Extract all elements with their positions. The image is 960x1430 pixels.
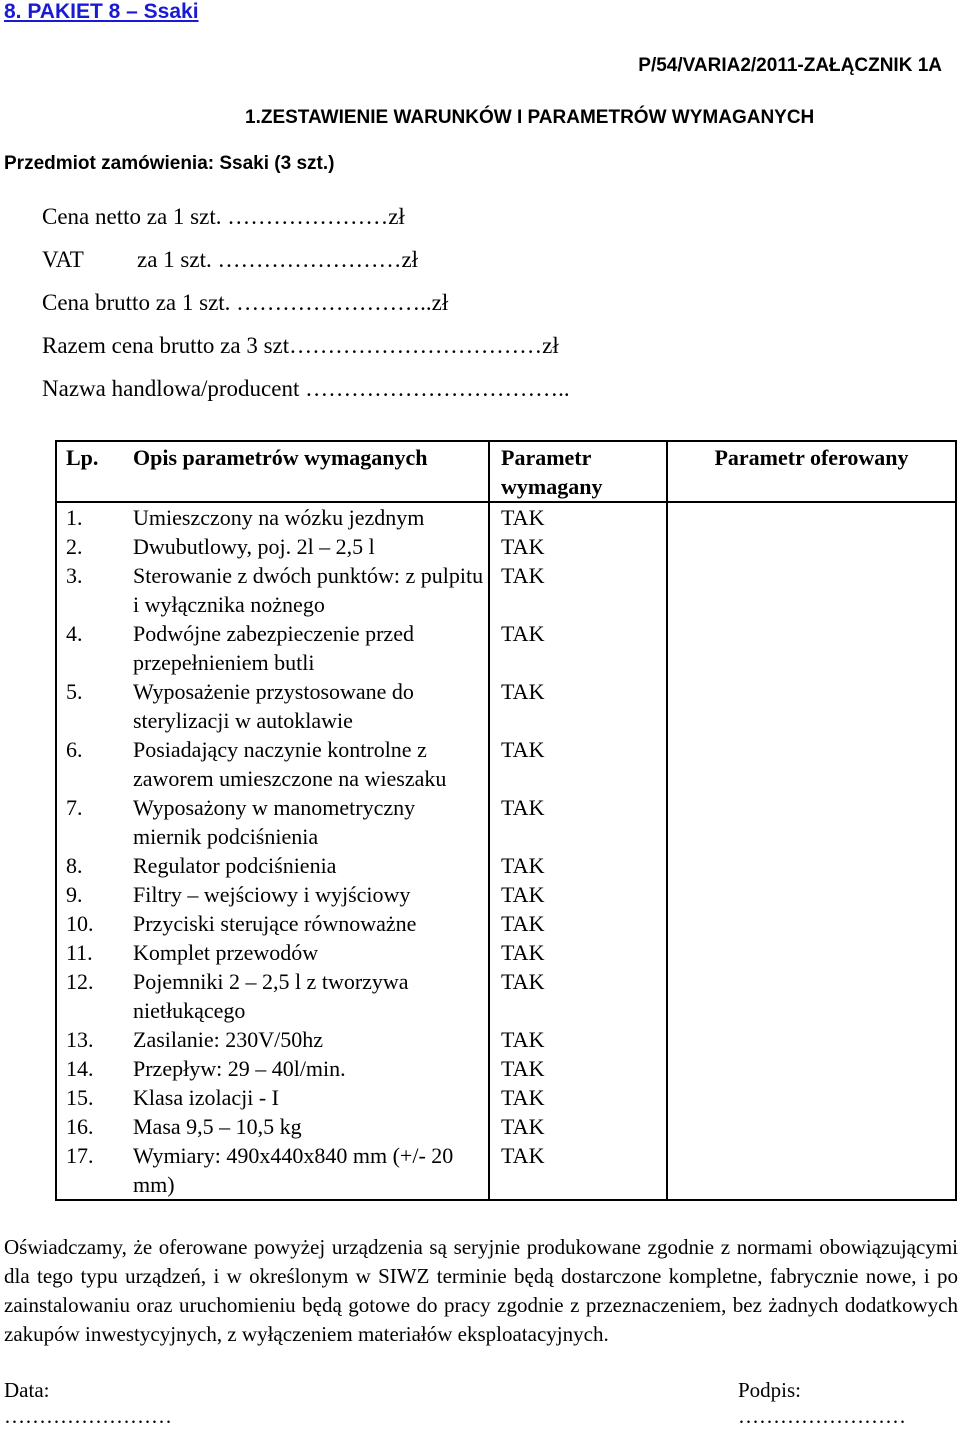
- row-lp: 8.: [56, 851, 133, 880]
- row-description: Podwójne zabezpieczenie przed przepełnieniem butli: [133, 619, 489, 677]
- table-row: [56, 502, 956, 532]
- row-required: TAK: [489, 967, 667, 1025]
- row-lp: 7.: [56, 793, 133, 851]
- row-lp: 14.: [56, 1054, 133, 1083]
- row-lp: 16.: [56, 1112, 133, 1141]
- table-header-row: [56, 441, 956, 502]
- row-offered[interactable]: [667, 880, 956, 909]
- row-description: Wymiary: 490x440x840 mm (+/- 20 mm): [133, 1141, 489, 1200]
- price-vat: [42, 243, 570, 286]
- price-netto: Cena netto za 1 szt. …………………zł: [42, 204, 405, 229]
- table-row: [56, 735, 956, 793]
- header-description: Opis parametrów wymaganych: [133, 441, 489, 502]
- row-required: TAK: [489, 619, 667, 677]
- row-offered[interactable]: [667, 1025, 956, 1054]
- row-description: Przepływ: 29 – 40l/min.: [133, 1054, 489, 1083]
- table-row: [56, 967, 956, 1025]
- price-total: Razem cena brutto za 3 szt……………………………zł: [42, 333, 559, 358]
- row-required: TAK: [489, 851, 667, 880]
- row-lp: 1.: [56, 502, 133, 532]
- row-required: TAK: [489, 938, 667, 967]
- row-offered[interactable]: [667, 1141, 956, 1200]
- row-lp: 5.: [56, 677, 133, 735]
- date-label: Data:: [4, 1378, 50, 1402]
- date-field: ……………………: [4, 1404, 172, 1428]
- row-required: TAK: [489, 502, 667, 532]
- table-row: [56, 561, 956, 619]
- row-offered[interactable]: [667, 735, 956, 793]
- row-offered[interactable]: [667, 561, 956, 619]
- vat-label: VAT: [42, 247, 84, 272]
- declaration-text: Oświadczamy, że oferowane powyżej urządzenia są seryjnie produkowane zgodnie z normami obowiązującymi dla tego typu urządzeń, i w określonym w SIWZ terminie będą dostarczone kompletne, fabrycznie nowe, i po zainstalowaniu oraz uruchomieniu będą gotowe do pracy zgodnie z przeznaczeniem, bez żadnych dodatkowych zakupów inwestycyjnych, z wyłączeniem materiałów eksploatacyjnych.: [4, 1235, 958, 1346]
- row-description: Klasa izolacji - I: [133, 1083, 489, 1112]
- row-description: Zasilanie: 230V/50hz: [133, 1025, 489, 1054]
- row-description: Sterowanie z dwóch punktów: z pulpitu i wyłącznika nożnego: [133, 561, 489, 619]
- header-required: Parametr wymagany: [489, 441, 667, 502]
- row-required: TAK: [489, 880, 667, 909]
- row-description: Komplet przewodów: [133, 938, 489, 967]
- table-row: [56, 532, 956, 561]
- row-lp: 6.: [56, 735, 133, 793]
- row-required: TAK: [489, 909, 667, 938]
- row-lp: 9.: [56, 880, 133, 909]
- row-offered[interactable]: [667, 1083, 956, 1112]
- row-lp: 12.: [56, 967, 133, 1025]
- row-description: Wyposażenie przystosowane do sterylizacji w autoklawie: [133, 677, 489, 735]
- table-row: [56, 880, 956, 909]
- row-required: TAK: [489, 1054, 667, 1083]
- header-lp: Lp.: [56, 441, 133, 502]
- table-row: [56, 938, 956, 967]
- row-required: TAK: [489, 735, 667, 793]
- row-description: Posiadający naczynie kontrolne z zaworem umieszczone na wieszaku: [133, 735, 489, 793]
- row-offered[interactable]: [667, 677, 956, 735]
- row-offered[interactable]: [667, 793, 956, 851]
- row-description: Regulator podciśnienia: [133, 851, 489, 880]
- table-row: [56, 793, 956, 851]
- signature-label: Podpis:: [738, 1378, 802, 1402]
- row-lp: 2.: [56, 532, 133, 561]
- row-lp: 10.: [56, 909, 133, 938]
- row-description: Dwubutlowy, poj. 2l – 2,5 l: [133, 532, 489, 561]
- row-offered[interactable]: [667, 1112, 956, 1141]
- parameters-table: [55, 440, 957, 1201]
- document-reference: P/54/VARIA2/2011-ZAŁĄCZNIK 1A: [638, 55, 942, 76]
- table-row: [56, 909, 956, 938]
- row-required: TAK: [489, 677, 667, 735]
- row-lp: 11.: [56, 938, 133, 967]
- row-lp: 13.: [56, 1025, 133, 1054]
- trade-name: Nazwa handlowa/producent ……………………………..: [42, 376, 570, 401]
- row-offered[interactable]: [667, 851, 956, 880]
- row-offered[interactable]: [667, 619, 956, 677]
- table-row: [56, 1083, 956, 1112]
- row-required: TAK: [489, 793, 667, 851]
- row-required: TAK: [489, 532, 667, 561]
- row-required: TAK: [489, 1083, 667, 1112]
- row-offered[interactable]: [667, 909, 956, 938]
- row-description: Masa 9,5 – 10,5 kg: [133, 1112, 489, 1141]
- row-lp: 15.: [56, 1083, 133, 1112]
- page-title: 1.ZESTAWIENIE WARUNKÓW I PARAMETRÓW WYMAGANYCH: [245, 107, 815, 128]
- row-required: TAK: [489, 1141, 667, 1200]
- table-body: [56, 502, 956, 1200]
- row-offered[interactable]: [667, 502, 956, 532]
- row-description: Umieszczony na wózku jezdnym: [133, 502, 489, 532]
- row-required: TAK: [489, 1112, 667, 1141]
- row-description: Wyposażony w manometryczny miernik podciśnienia: [133, 793, 489, 851]
- row-description: Pojemniki 2 – 2,5 l z tworzywa nietłukącego: [133, 967, 489, 1025]
- row-description: Filtry – wejściowy i wyjściowy: [133, 880, 489, 909]
- table-row: [56, 1025, 956, 1054]
- signature-field: ……………………: [738, 1404, 906, 1428]
- table-row: [56, 1054, 956, 1083]
- price-section: [42, 200, 570, 415]
- table-row: [56, 851, 956, 880]
- row-lp: 17.: [56, 1141, 133, 1200]
- row-lp: 4.: [56, 619, 133, 677]
- row-offered[interactable]: [667, 532, 956, 561]
- row-offered[interactable]: [667, 1054, 956, 1083]
- row-offered[interactable]: [667, 938, 956, 967]
- table-row: [56, 1112, 956, 1141]
- row-required: TAK: [489, 561, 667, 619]
- row-required: TAK: [489, 1025, 667, 1054]
- table-row: [56, 677, 956, 735]
- row-lp: 3.: [56, 561, 133, 619]
- pakiet-title: 8. PAKIET 8 – Ssaki: [4, 0, 199, 23]
- table-row: [56, 1141, 956, 1200]
- vat-value: za 1 szt. ……………………zł: [137, 247, 419, 272]
- price-brutto: Cena brutto za 1 szt. ……………………..zł: [42, 290, 449, 315]
- row-offered[interactable]: [667, 967, 956, 1025]
- order-subject: Przedmiot zamówienia: Ssaki (3 szt.): [4, 153, 335, 174]
- table-row: [56, 619, 956, 677]
- header-offered: Parametr oferowany: [667, 441, 956, 502]
- row-description: Przyciski sterujące równoważne: [133, 909, 489, 938]
